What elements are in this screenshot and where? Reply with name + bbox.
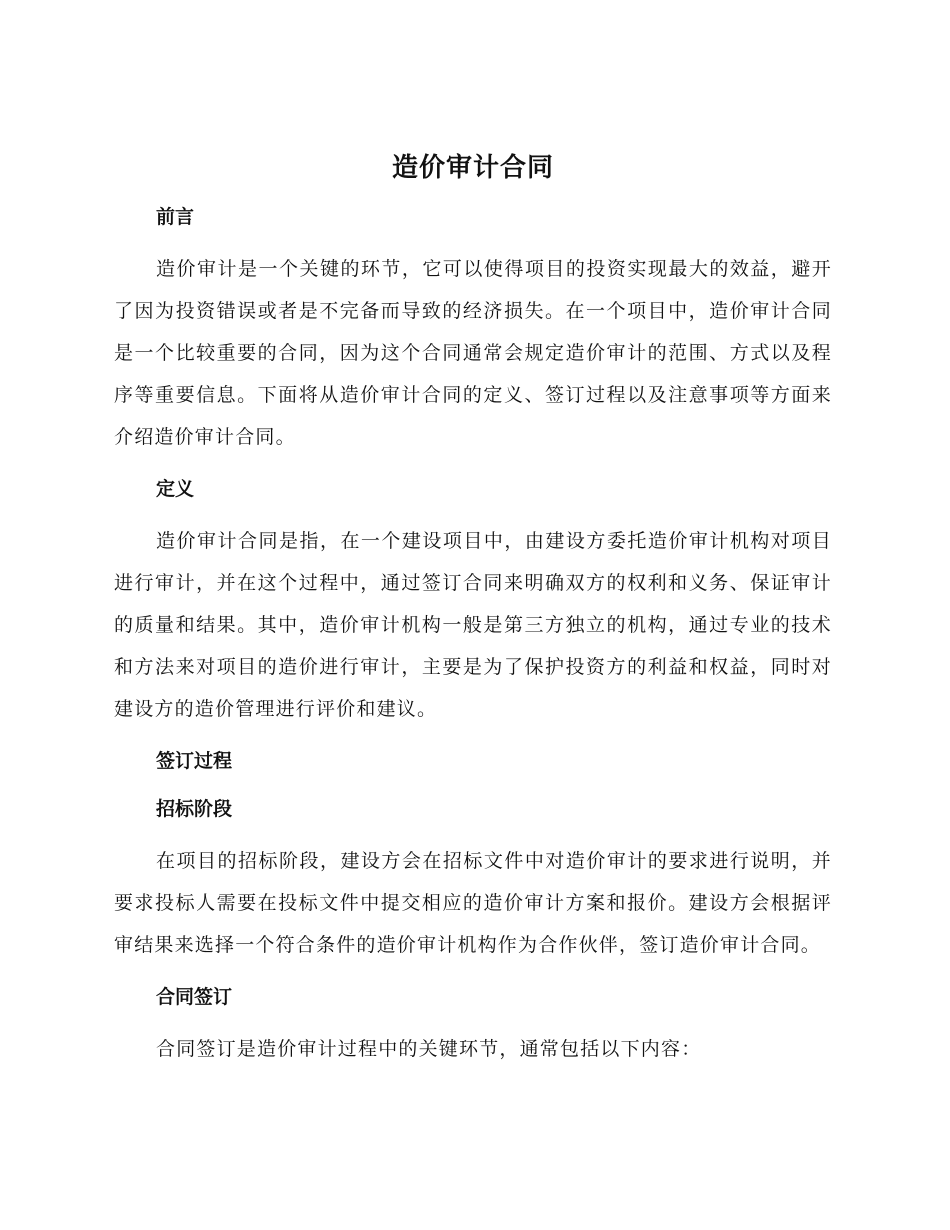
paragraph-definition: 造价审计合同是指，在一个建设项目中，由建设方委托造价审计机构对项目进行审计，并在这个过程中，通过签订合同来明确双方的权利和义务、保证审计的质量和结果。其中，造价审计机构一般是第三方独立的机构，通过专业的技术和方法来对项目的造价进行审计，主要是为了保护投资方的利益和权益，同时对建设方的造价管理进行评价和建议。 [114,530,832,720]
paragraph-contract-signing: 合同签订是造价审计过程中的关键环节，通常包括以下内容： [156,1038,702,1060]
section-heading-signing-process: 签订过程 [156,750,233,772]
section-heading-bidding-stage: 招标阶段 [156,798,233,820]
section-heading-contract-signing: 合同签订 [156,986,233,1008]
paragraph-preface: 造价审计是一个关键的环节，它可以使得项目的投资实现最大的效益，避开了因为投资错误或者是不完备而导致的经济损失。在一个项目中，造价审计合同是一个比较重要的合同，因为这个合同通常会规定造价审计的范围、方式以及程序等重要信息。下面将从造价审计合同的定义、签订过程以及注意事项等方面来介绍造价审计合同。 [114,258,832,448]
section-heading-preface: 前言 [156,206,195,228]
section-heading-definition: 定义 [156,478,195,500]
document-page [114,148,832,1084]
paragraph-bidding-stage: 在项目的招标阶段，建设方会在招标文件中对造价审计的要求进行说明，并要求投标人需要在投标文件中提交相应的造价审计方案和报价。建设方会根据评审结果来选择一个符合条件的造价审计机构作为合作伙伴，签订造价审计合同。 [114,850,832,956]
document-title: 造价审计合同 [391,153,554,183]
